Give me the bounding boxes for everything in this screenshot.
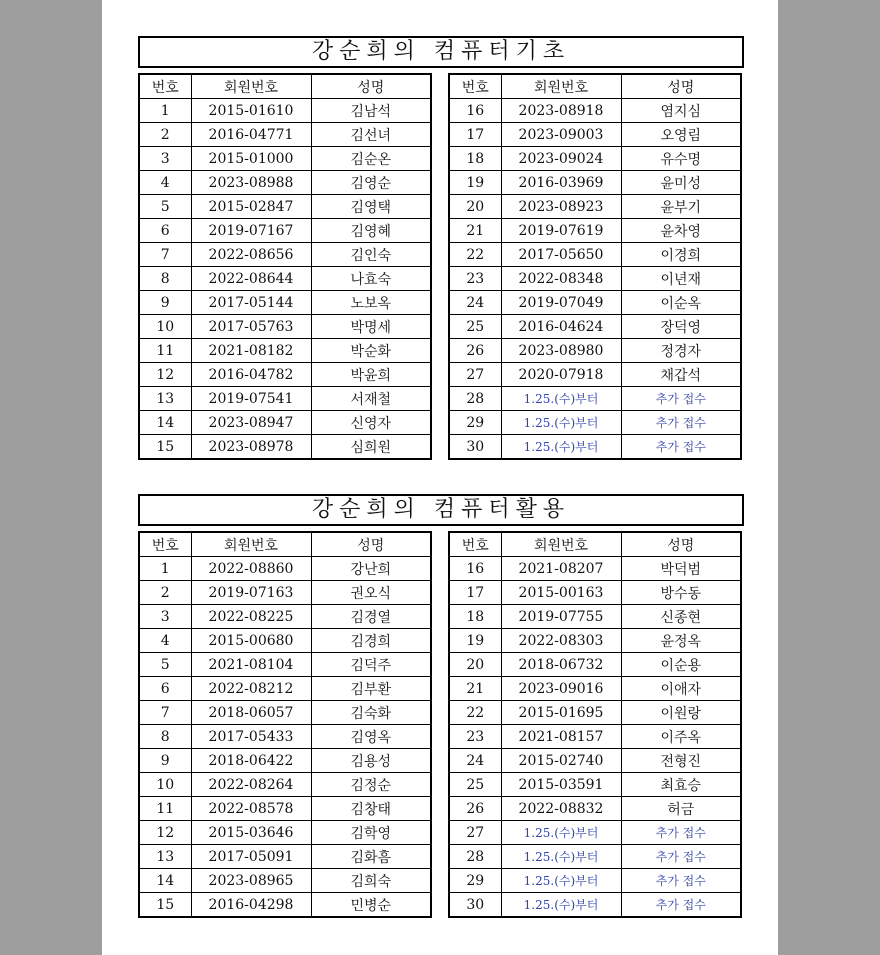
member-id: 1.25.(수)부터	[501, 411, 621, 435]
section-title: 강순희의 컴퓨터활용	[138, 494, 744, 526]
member-name: 박윤희	[311, 363, 431, 387]
table-row	[449, 387, 741, 411]
roster-table-left	[138, 73, 432, 460]
member-id: 2023-08988	[191, 171, 311, 195]
table-row	[139, 557, 431, 581]
table-row	[139, 315, 431, 339]
header-no: 번호	[449, 532, 501, 557]
member-id: 2022-08832	[501, 797, 621, 821]
row-number: 19	[449, 629, 501, 653]
table-row	[139, 435, 431, 460]
table-row	[449, 725, 741, 749]
row-number: 6	[139, 677, 191, 701]
member-name: 추가 접수	[621, 821, 741, 845]
header-name: 성명	[621, 74, 741, 99]
member-id: 2021-08207	[501, 557, 621, 581]
row-number: 26	[449, 339, 501, 363]
table-row	[449, 363, 741, 387]
row-number: 20	[449, 195, 501, 219]
member-id: 2022-08303	[501, 629, 621, 653]
member-name: 김인숙	[311, 243, 431, 267]
member-name: 김숙화	[311, 701, 431, 725]
member-id: 2015-02740	[501, 749, 621, 773]
table-row	[139, 845, 431, 869]
member-name: 김영혜	[311, 219, 431, 243]
member-id: 2015-02847	[191, 195, 311, 219]
row-number: 4	[139, 171, 191, 195]
table-row	[449, 869, 741, 893]
member-id: 2023-08978	[191, 435, 311, 460]
row-number: 6	[139, 219, 191, 243]
member-id: 2022-08264	[191, 773, 311, 797]
member-name: 김덕주	[311, 653, 431, 677]
header-member-id: 회원번호	[191, 532, 311, 557]
member-name: 이주옥	[621, 725, 741, 749]
member-name: 이순용	[621, 653, 741, 677]
row-number: 24	[449, 749, 501, 773]
member-name: 추가 접수	[621, 387, 741, 411]
member-name: 이순옥	[621, 291, 741, 315]
row-number: 25	[449, 315, 501, 339]
member-name: 추가 접수	[621, 845, 741, 869]
table-row	[139, 171, 431, 195]
member-name: 윤미성	[621, 171, 741, 195]
member-id: 2016-04624	[501, 315, 621, 339]
member-name: 민병순	[311, 893, 431, 918]
member-id: 2023-09024	[501, 147, 621, 171]
table-row	[139, 123, 431, 147]
section-title: 강순희의 컴퓨터기초	[138, 36, 744, 68]
row-number: 15	[139, 435, 191, 460]
table-row	[139, 147, 431, 171]
member-id: 2023-09003	[501, 123, 621, 147]
row-number: 10	[139, 315, 191, 339]
member-id: 2022-08212	[191, 677, 311, 701]
row-number: 30	[449, 893, 501, 918]
member-id: 2017-05091	[191, 845, 311, 869]
member-id: 2016-03969	[501, 171, 621, 195]
member-name: 이년재	[621, 267, 741, 291]
table-row	[449, 339, 741, 363]
member-name: 유수명	[621, 147, 741, 171]
table-row	[449, 701, 741, 725]
member-name: 김경열	[311, 605, 431, 629]
member-id: 2015-03646	[191, 821, 311, 845]
table-row	[139, 821, 431, 845]
table-row	[449, 411, 741, 435]
member-name: 장덕영	[621, 315, 741, 339]
member-id: 2018-06422	[191, 749, 311, 773]
row-number: 16	[449, 99, 501, 123]
table-row	[139, 411, 431, 435]
member-id: 1.25.(수)부터	[501, 893, 621, 918]
row-number: 11	[139, 797, 191, 821]
member-id: 2019-07619	[501, 219, 621, 243]
table-row	[449, 243, 741, 267]
member-id: 2023-08923	[501, 195, 621, 219]
member-name: 오영림	[621, 123, 741, 147]
table-row	[449, 605, 741, 629]
row-number: 26	[449, 797, 501, 821]
row-number: 5	[139, 653, 191, 677]
row-number: 21	[449, 677, 501, 701]
table-row	[449, 291, 741, 315]
row-number: 19	[449, 171, 501, 195]
member-name: 김화흠	[311, 845, 431, 869]
member-name: 김영택	[311, 195, 431, 219]
roster-table-right	[448, 531, 742, 918]
member-name: 윤부기	[621, 195, 741, 219]
row-number: 13	[139, 845, 191, 869]
member-name: 정경자	[621, 339, 741, 363]
member-id: 2019-07541	[191, 387, 311, 411]
member-name: 김경희	[311, 629, 431, 653]
member-id: 1.25.(수)부터	[501, 387, 621, 411]
member-id: 2023-08965	[191, 869, 311, 893]
member-name: 김학영	[311, 821, 431, 845]
table-row	[449, 267, 741, 291]
member-name: 추가 접수	[621, 435, 741, 460]
member-name: 추가 접수	[621, 869, 741, 893]
member-id: 2022-08578	[191, 797, 311, 821]
row-number: 23	[449, 725, 501, 749]
header-no: 번호	[449, 74, 501, 99]
header-row	[139, 532, 431, 557]
member-id: 2021-08104	[191, 653, 311, 677]
row-number: 7	[139, 243, 191, 267]
header-row	[139, 74, 431, 99]
member-id: 2022-08860	[191, 557, 311, 581]
member-id: 2022-08225	[191, 605, 311, 629]
member-name: 박순화	[311, 339, 431, 363]
row-number: 17	[449, 123, 501, 147]
row-number: 7	[139, 701, 191, 725]
row-number: 21	[449, 219, 501, 243]
row-number: 5	[139, 195, 191, 219]
member-name: 방수동	[621, 581, 741, 605]
member-id: 2015-00163	[501, 581, 621, 605]
member-id: 1.25.(수)부터	[501, 845, 621, 869]
member-name: 김영옥	[311, 725, 431, 749]
row-number: 29	[449, 869, 501, 893]
row-number: 14	[139, 869, 191, 893]
row-number: 17	[449, 581, 501, 605]
table-row	[139, 339, 431, 363]
table-row	[139, 797, 431, 821]
member-name: 신종현	[621, 605, 741, 629]
row-number: 22	[449, 243, 501, 267]
row-number: 9	[139, 291, 191, 315]
member-name: 이애자	[621, 677, 741, 701]
member-id: 2016-04298	[191, 893, 311, 918]
table-row	[139, 387, 431, 411]
table-row	[139, 893, 431, 918]
member-id: 2015-03591	[501, 773, 621, 797]
table-row	[449, 797, 741, 821]
member-id: 2018-06057	[191, 701, 311, 725]
member-name: 허금	[621, 797, 741, 821]
member-name: 김용성	[311, 749, 431, 773]
member-id: 2019-07167	[191, 219, 311, 243]
member-name: 윤차영	[621, 219, 741, 243]
row-number: 22	[449, 701, 501, 725]
table-row	[139, 773, 431, 797]
member-name: 서재철	[311, 387, 431, 411]
member-id: 2023-08918	[501, 99, 621, 123]
member-name: 추가 접수	[621, 411, 741, 435]
row-number: 4	[139, 629, 191, 653]
table-row	[139, 267, 431, 291]
row-number: 3	[139, 147, 191, 171]
document-page	[102, 0, 778, 955]
member-name: 나효숙	[311, 267, 431, 291]
table-row	[139, 749, 431, 773]
row-number: 8	[139, 725, 191, 749]
table-row	[449, 893, 741, 918]
row-number: 18	[449, 605, 501, 629]
table-row	[449, 315, 741, 339]
header-no: 번호	[139, 532, 191, 557]
member-name: 이경희	[621, 243, 741, 267]
row-number: 28	[449, 845, 501, 869]
row-number: 3	[139, 605, 191, 629]
member-id: 2015-00680	[191, 629, 311, 653]
member-name: 김선녀	[311, 123, 431, 147]
member-id: 2019-07163	[191, 581, 311, 605]
row-number: 12	[139, 363, 191, 387]
row-number: 8	[139, 267, 191, 291]
table-row	[139, 701, 431, 725]
member-id: 2023-08947	[191, 411, 311, 435]
member-name: 전형진	[621, 749, 741, 773]
row-number: 28	[449, 387, 501, 411]
table-row	[449, 435, 741, 460]
header-member-id: 회원번호	[501, 532, 621, 557]
row-number: 14	[139, 411, 191, 435]
member-name: 윤정옥	[621, 629, 741, 653]
row-number: 10	[139, 773, 191, 797]
member-id: 2022-08644	[191, 267, 311, 291]
member-id: 1.25.(수)부터	[501, 821, 621, 845]
row-number: 25	[449, 773, 501, 797]
header-no: 번호	[139, 74, 191, 99]
header-row	[449, 532, 741, 557]
table-row	[139, 629, 431, 653]
member-id: 2022-08656	[191, 243, 311, 267]
row-number: 9	[139, 749, 191, 773]
member-name: 추가 접수	[621, 893, 741, 918]
row-number: 29	[449, 411, 501, 435]
member-id: 2019-07049	[501, 291, 621, 315]
member-id: 2021-08157	[501, 725, 621, 749]
header-name: 성명	[621, 532, 741, 557]
member-name: 김부환	[311, 677, 431, 701]
member-name: 염지심	[621, 99, 741, 123]
table-row	[139, 653, 431, 677]
table-row	[449, 557, 741, 581]
header-name: 성명	[311, 532, 431, 557]
member-id: 2023-09016	[501, 677, 621, 701]
table-row	[139, 291, 431, 315]
member-name: 이원랑	[621, 701, 741, 725]
member-name: 권오식	[311, 581, 431, 605]
row-number: 24	[449, 291, 501, 315]
table-row	[449, 195, 741, 219]
table-row	[139, 725, 431, 749]
roster-table-left	[138, 531, 432, 918]
member-name: 김정순	[311, 773, 431, 797]
member-id: 2020-07918	[501, 363, 621, 387]
member-id: 2015-01695	[501, 701, 621, 725]
member-id: 2016-04771	[191, 123, 311, 147]
table-row	[449, 219, 741, 243]
table-row	[139, 99, 431, 123]
member-id: 2017-05433	[191, 725, 311, 749]
table-row	[139, 219, 431, 243]
member-id: 2023-08980	[501, 339, 621, 363]
table-row	[449, 123, 741, 147]
member-name: 신영자	[311, 411, 431, 435]
row-number: 2	[139, 123, 191, 147]
member-name: 김창태	[311, 797, 431, 821]
table-row	[449, 629, 741, 653]
row-number: 13	[139, 387, 191, 411]
table-row	[449, 821, 741, 845]
table-row	[449, 749, 741, 773]
table-row	[139, 677, 431, 701]
row-number: 23	[449, 267, 501, 291]
table-row	[449, 99, 741, 123]
header-member-id: 회원번호	[191, 74, 311, 99]
row-number: 2	[139, 581, 191, 605]
member-name: 김남석	[311, 99, 431, 123]
table-row	[139, 581, 431, 605]
table-row	[139, 605, 431, 629]
table-row	[449, 845, 741, 869]
header-name: 성명	[311, 74, 431, 99]
row-number: 1	[139, 99, 191, 123]
member-id: 2015-01000	[191, 147, 311, 171]
member-id: 2021-08182	[191, 339, 311, 363]
table-row	[449, 653, 741, 677]
roster-table-right	[448, 73, 742, 460]
header-member-id: 회원번호	[501, 74, 621, 99]
row-number: 12	[139, 821, 191, 845]
row-number: 11	[139, 339, 191, 363]
member-name: 박덕범	[621, 557, 741, 581]
member-name: 강난희	[311, 557, 431, 581]
row-number: 1	[139, 557, 191, 581]
table-row	[449, 773, 741, 797]
header-row	[449, 74, 741, 99]
member-name: 김순온	[311, 147, 431, 171]
member-id: 1.25.(수)부터	[501, 435, 621, 460]
row-number: 30	[449, 435, 501, 460]
table-row	[139, 869, 431, 893]
member-name: 박명세	[311, 315, 431, 339]
row-number: 16	[449, 557, 501, 581]
table-row	[139, 195, 431, 219]
member-id: 2018-06732	[501, 653, 621, 677]
row-number: 15	[139, 893, 191, 918]
member-name: 채갑석	[621, 363, 741, 387]
table-row	[449, 171, 741, 195]
row-number: 27	[449, 821, 501, 845]
member-id: 2017-05650	[501, 243, 621, 267]
table-row	[449, 147, 741, 171]
member-id: 1.25.(수)부터	[501, 869, 621, 893]
table-row	[449, 581, 741, 605]
member-name: 김희숙	[311, 869, 431, 893]
table-row	[139, 243, 431, 267]
member-id: 2017-05763	[191, 315, 311, 339]
member-id: 2017-05144	[191, 291, 311, 315]
member-id: 2019-07755	[501, 605, 621, 629]
row-number: 18	[449, 147, 501, 171]
row-number: 27	[449, 363, 501, 387]
row-number: 20	[449, 653, 501, 677]
table-row	[139, 363, 431, 387]
member-name: 노보옥	[311, 291, 431, 315]
member-id: 2022-08348	[501, 267, 621, 291]
member-name: 심희원	[311, 435, 431, 460]
member-id: 2016-04782	[191, 363, 311, 387]
member-id: 2015-01610	[191, 99, 311, 123]
member-name: 최효승	[621, 773, 741, 797]
table-row	[449, 677, 741, 701]
member-name: 김영순	[311, 171, 431, 195]
